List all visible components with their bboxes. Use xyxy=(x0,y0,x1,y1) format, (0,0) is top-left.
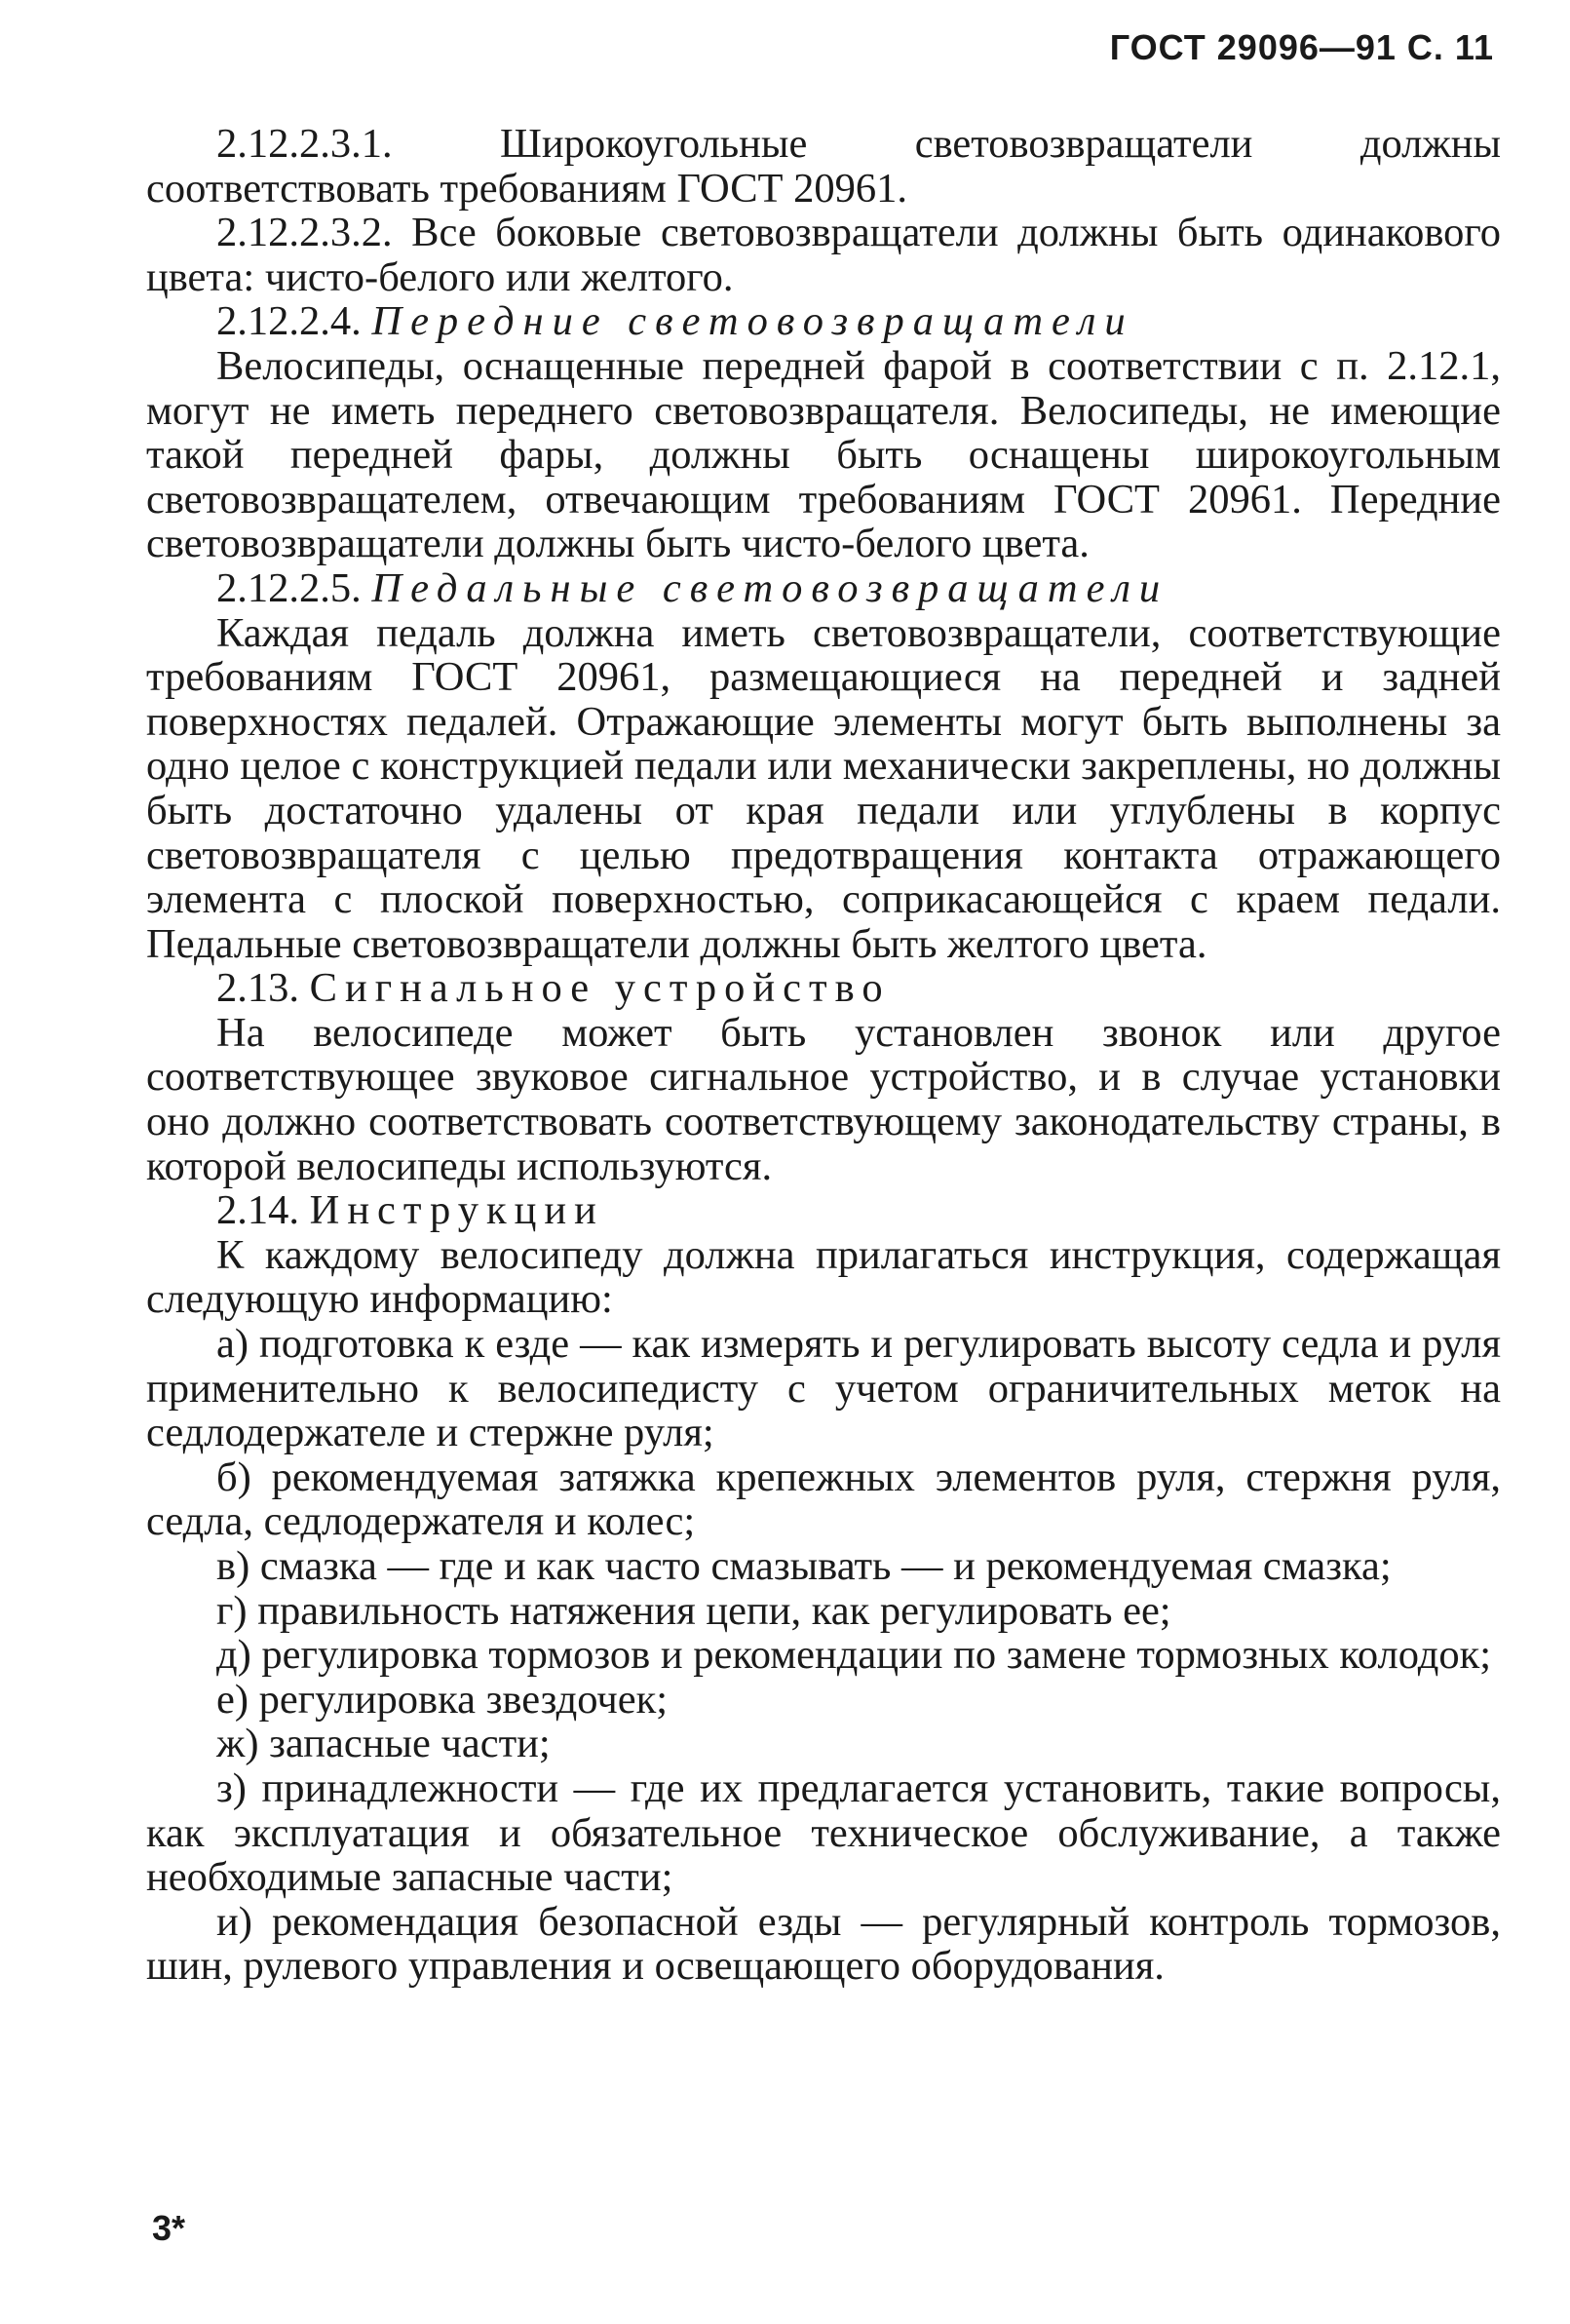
paragraph-2-12-2-3-1: 2.12.2.3.1. Широкоугольные световозвращатели должны соответствовать требованиям ГОСТ 20961. xyxy=(146,121,1501,212)
section-title: Сигнальное устройство xyxy=(309,965,891,1012)
section-title: Инструкции xyxy=(309,1187,604,1234)
section-heading-signal-device xyxy=(146,966,1501,1011)
page-header: ГОСТ 29096—91 С. 11 xyxy=(1109,27,1494,67)
list-item-a: а) подготовка к езде — как измерять и регулировать высоту седла и руля применительно к велосипедисту с учетом ограничительных меток на седлодержателе и стержне руля; xyxy=(146,1321,1501,1456)
list-item-d: д) регулировка тормозов и рекомендации по замене тормозных колодок; xyxy=(216,1632,1492,1679)
section-number: 2.13. xyxy=(216,965,299,1012)
paragraph-signal-device: На велосипеде может быть установлен звонок или другое соответствующее звуковое сигнальное устройство, и в случае установки оно должно соответствовать соответствующему законодательству страны, в которой велосипеды используются. xyxy=(146,1009,1501,1189)
document-body xyxy=(146,122,1501,1989)
paragraph-instructions: К каждому велосипеду должна прилагаться инструкция, содержащая следующую информацию: xyxy=(146,1231,1501,1323)
section-number: 2.12.2.4. xyxy=(216,298,362,345)
list-item-zh: ж) запасные части; xyxy=(216,1721,551,1767)
list-item-i: и) рекомендация безопасной езды — регулярный контроль тормозов, шин, рулевого управления и освещающего оборудования. xyxy=(146,1898,1501,1990)
section-heading-instructions xyxy=(146,1188,1501,1233)
list-item-z: з) принадлежности — где их предлагается установить, такие вопросы, как эксплуатация и обязательное техническое обслуживание, а также необходимые запасные части; xyxy=(146,1764,1501,1901)
section-heading-front-reflectors xyxy=(146,299,1501,344)
section-title: Передние световозвращатели xyxy=(371,298,1134,345)
section-title: Педальные световозвращатели xyxy=(371,564,1169,611)
list-item-v: в) смазка — где и как часто смазывать — и рекомендуемая смазка; xyxy=(216,1543,1392,1589)
list-item-g: г) правильность натяжения цепи, как регулировать ее; xyxy=(216,1587,1171,1634)
section-number: 2.12.2.5. xyxy=(216,564,362,611)
list-item-e: е) регулировка звездочек; xyxy=(216,1676,669,1723)
section-number: 2.14. xyxy=(216,1187,299,1234)
paragraph-pedal-reflectors: Каждая педаль должна иметь световозвращатели, соответствующие требованиям ГОСТ 20961, размещающиеся на передней и задней поверхностях педалей. Отражающие элементы могут быть выполнены за одно целое с конструкцией педали или механически закреплены, но должны быть достаточно удалены от края педали или углублены в корпус световозвращателя с целью предотвращения контакта отражающего элемента с плоской поверхностью, соприкасающейся с краем педали. Педальные световозвращатели должны быть желтого цвета. xyxy=(146,609,1501,967)
section-heading-pedal-reflectors xyxy=(146,566,1501,611)
paragraph-front-reflectors: Велосипеды, оснащенные передней фарой в соответствии с п. 2.12.1, могут не иметь переднего световозвращателя. Велосипеды, не имеющие такой передней фары, должны быть оснащены широкоугольным световозвращателем, отвечающим требованиям ГОСТ 20961. Передние световозвращатели должны быть чисто-белого цвета. xyxy=(146,342,1501,567)
list-item-b: б) рекомендуемая затяжка крепежных элементов руля, стержня руля, седла, седлодержателя и колес; xyxy=(146,1453,1501,1545)
paragraph-2-12-2-3-2: 2.12.2.3.2. Все боковые световозвращатели должны быть одинакового цвета: чисто-белого или желтого. xyxy=(146,210,1501,300)
page-footer-mark: 3* xyxy=(152,2208,186,2248)
